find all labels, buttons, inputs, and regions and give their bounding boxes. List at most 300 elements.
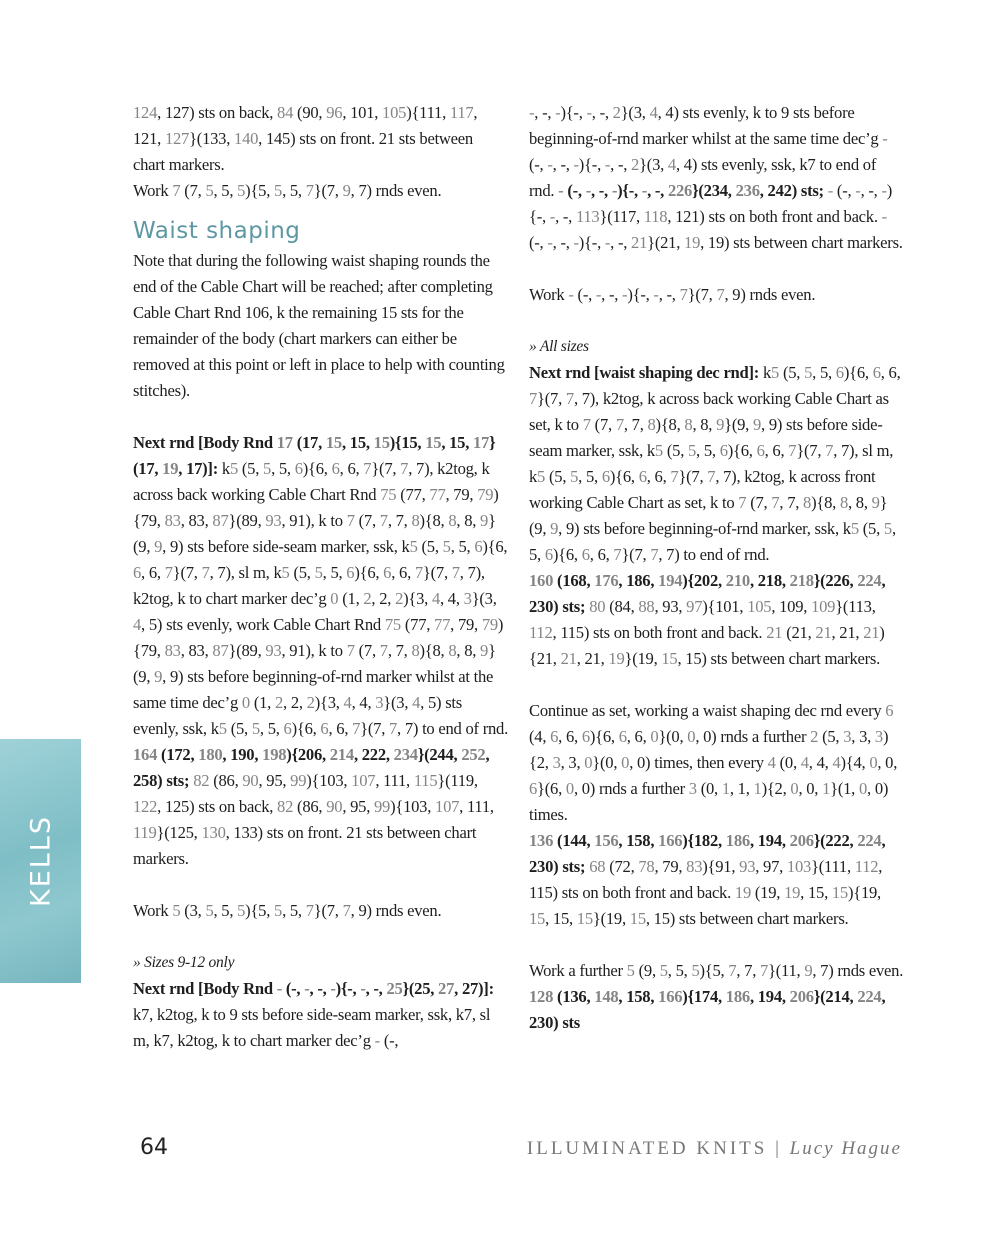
text-run: 3: [552, 753, 561, 772]
text-run: 5: [537, 467, 546, 486]
text-run: ): [609, 467, 616, 486]
text-run: 0: [650, 727, 659, 746]
text-run: 107: [351, 771, 376, 790]
text-run: }(25,: [402, 979, 439, 998]
text-run: ): [682, 571, 688, 590]
text-run: Continue as set, working a waist shaping dec rnd every: [529, 701, 886, 720]
text-run: {6,: [595, 727, 619, 746]
text-run: , -,: [591, 103, 613, 122]
text-run: 7: [728, 961, 737, 980]
text-run: 112: [529, 623, 553, 642]
text-run: ): [291, 719, 297, 738]
text-run: }(7,: [313, 901, 343, 920]
text-run: , 91), k to: [281, 511, 347, 530]
text-run: k: [217, 459, 230, 478]
text-run: 0: [790, 779, 799, 798]
pattern-paragraph: [529, 282, 904, 308]
text-run: 99: [290, 771, 307, 790]
text-run: (1,: [338, 589, 364, 608]
text-run: , 7), sl m, k: [529, 441, 894, 486]
text-run: , 83,: [180, 641, 213, 660]
text-run: 8: [839, 493, 848, 512]
text-run: 112: [854, 857, 879, 876]
right-column: [529, 100, 904, 1036]
text-run: {8,: [424, 641, 449, 660]
text-run: 15: [425, 433, 442, 452]
text-run: 9: [342, 181, 351, 200]
text-run: 7: [414, 563, 423, 582]
text-run: 7: [760, 961, 769, 980]
text-run: , -,: [365, 979, 387, 998]
text-run: , 6,: [764, 441, 789, 460]
text-run: (-,: [281, 979, 305, 998]
text-run: 105: [382, 103, 407, 122]
text-run: 186: [725, 831, 750, 850]
text-run: , 218,: [749, 571, 790, 590]
text-run: }(89,: [228, 641, 266, 660]
text-run: ): [335, 979, 341, 998]
text-run: (84,: [605, 597, 639, 616]
text-run: 4: [133, 615, 142, 634]
text-run: , 9) rnds even.: [350, 901, 442, 920]
text-run: , 27)]:: [454, 979, 494, 998]
text-run: 83: [164, 641, 181, 660]
text-run: -: [622, 285, 628, 304]
text-run: ): [406, 103, 412, 122]
text-run: 0: [858, 779, 868, 798]
text-run: , 21,: [831, 623, 864, 642]
text-run: 93: [265, 511, 282, 530]
text-run: -: [568, 285, 574, 304]
text-run: , 7), sl m, k: [209, 563, 282, 582]
text-run: 5: [626, 961, 635, 980]
text-run: , 79,: [445, 485, 478, 504]
paragraph-gap: [133, 924, 508, 950]
text-run: , 15) sts between chart markers.: [645, 909, 849, 928]
text-run: , 5,: [578, 467, 602, 486]
text-run: 6: [320, 719, 329, 738]
text-run: 4: [431, 589, 440, 608]
text-run: 0: [330, 589, 339, 608]
text-run: , 6,: [391, 563, 415, 582]
text-run: 119: [133, 823, 157, 842]
text-run: {6,: [308, 459, 332, 478]
pattern-paragraph: [133, 430, 508, 742]
text-run: 6: [719, 441, 728, 460]
text-run: 7: [164, 563, 173, 582]
pattern-paragraph: [133, 248, 508, 404]
text-run: }(7,: [678, 467, 708, 486]
text-run: , 15,: [545, 909, 577, 928]
text-run: ): [879, 623, 885, 642]
text-run: ): [403, 589, 409, 608]
text-run: 5: [218, 719, 227, 738]
text-run: 224: [857, 831, 882, 850]
text-run: -: [547, 155, 553, 174]
text-run: , 7) to end of rnd.: [397, 719, 508, 738]
text-run: 1: [822, 779, 831, 798]
text-run: ): [482, 537, 488, 556]
pattern-paragraph: [529, 360, 904, 568]
text-run: {5,: [250, 181, 275, 200]
text-run: 15: [529, 909, 546, 928]
text-run: 2: [363, 589, 372, 608]
text-run: , 4,: [351, 693, 376, 712]
text-run: (-,: [529, 155, 548, 174]
text-run: }(7,: [687, 285, 717, 304]
text-run: 4: [412, 693, 421, 712]
text-run: -: [604, 155, 611, 174]
text-run: , 2,: [371, 589, 396, 608]
text-run: 7: [305, 901, 314, 920]
text-run: 93: [265, 641, 282, 660]
text-run: }(9,: [529, 493, 888, 538]
text-run: Work: [529, 285, 569, 304]
text-run: , 115) sts on both front and back.: [529, 857, 883, 902]
text-run: 5: [570, 467, 579, 486]
pattern-paragraph: [529, 100, 904, 256]
text-run: 6: [283, 719, 292, 738]
text-run: }(3,: [471, 589, 497, 608]
text-run: ): [419, 511, 425, 530]
text-run: , 7) to end of rnd.: [658, 545, 770, 564]
text-run: 6: [550, 727, 559, 746]
text-run: 0: [565, 779, 574, 798]
text-run: 6: [581, 545, 590, 564]
text-run: 166: [658, 831, 683, 850]
text-run: }(19,: [592, 909, 630, 928]
text-run: (144,: [553, 831, 595, 850]
text-run: }(7,: [313, 181, 343, 200]
text-run: }(119,: [437, 771, 478, 790]
paragraph-gap: [133, 404, 508, 430]
text-run: {-,: [584, 155, 605, 174]
text-run: {79,: [133, 511, 165, 530]
text-run: }(7,: [360, 719, 389, 738]
text-run: 0: [621, 753, 630, 772]
text-run: (21,: [782, 623, 816, 642]
text-run: 7: [788, 441, 797, 460]
text-run: 79: [481, 615, 498, 634]
text-run: 214: [329, 745, 354, 764]
text-run: 0: [241, 693, 250, 712]
text-run: 2: [395, 589, 404, 608]
text-run: 93: [739, 857, 756, 876]
text-run: (5,: [779, 363, 805, 382]
text-run: {6,: [849, 363, 873, 382]
text-run: (-,: [563, 181, 586, 200]
text-run: 4: [832, 753, 841, 772]
text-run: 148: [594, 987, 619, 1006]
text-run: , 21,: [576, 649, 609, 668]
text-run: , 15,: [341, 433, 374, 452]
text-run: 7: [201, 563, 210, 582]
text-run: 127: [164, 129, 190, 148]
text-run: , -,: [555, 207, 576, 226]
text-run: 7: [172, 181, 181, 200]
text-run: 96: [326, 103, 343, 122]
text-run: ): [843, 363, 850, 382]
text-run: {15,: [395, 433, 426, 452]
text-run: 5: [229, 459, 238, 478]
text-run: 83: [164, 511, 181, 530]
text-run: , 4) sts evenly, k to 9 sts before beginning-of-rnd marker whilst at the same time dec’g: [529, 103, 883, 148]
text-run: 4: [649, 103, 658, 122]
text-run: , 5,: [322, 563, 347, 582]
text-run: }(21,: [647, 233, 685, 252]
text-run: -: [881, 207, 887, 226]
text-run: (1,: [249, 693, 275, 712]
text-run: , 7), k2tog, k across front working Cable Chart as set, k to: [529, 467, 876, 512]
text-run: (5,: [818, 727, 844, 746]
text-run: , 258) sts;: [133, 745, 490, 790]
pattern-paragraph: [133, 178, 508, 204]
text-run: 7: [738, 493, 747, 512]
text-run: 9: [480, 641, 489, 660]
text-run: , 8,: [456, 511, 481, 530]
text-run: {182,: [687, 831, 726, 850]
text-run: 118: [643, 207, 668, 226]
text-run: ): [560, 103, 566, 122]
text-run: 90: [242, 771, 259, 790]
text-run: , 9) sts before side-seam marker, ssk, k: [162, 537, 410, 556]
text-run: 2: [631, 155, 640, 174]
text-run: 2: [810, 727, 819, 746]
text-run: 1: [753, 779, 762, 798]
text-run: 9: [804, 961, 813, 980]
text-run: , 5,: [282, 901, 306, 920]
text-run: 5: [691, 961, 700, 980]
text-run: 4: [667, 155, 676, 174]
text-run: (-,: [833, 181, 856, 200]
text-run: }(0,: [592, 753, 622, 772]
text-run: }(222,: [813, 831, 858, 850]
text-run: , 0) times.: [529, 779, 889, 824]
text-run: {91,: [707, 857, 740, 876]
pattern-paragraph: [133, 742, 508, 872]
text-run: ): [655, 415, 661, 434]
text-run: }(7,: [621, 545, 651, 564]
text-run: -: [330, 979, 336, 998]
text-run: 19: [608, 649, 625, 668]
text-run: 75: [380, 485, 397, 504]
text-run: 6: [835, 363, 844, 382]
text-run: -: [549, 207, 556, 226]
text-run: , 3,: [560, 753, 585, 772]
pattern-paragraph: [529, 958, 904, 1036]
text-run: , 7,: [387, 511, 412, 530]
text-run: , 0,: [877, 753, 898, 772]
text-run: 5: [251, 719, 260, 738]
text-run: , 79,: [654, 857, 687, 876]
text-run: 9: [154, 537, 163, 556]
text-run: }(7,: [796, 441, 826, 460]
text-run: 109: [811, 597, 836, 616]
text-run: , 242) sts;: [759, 181, 824, 200]
text-run: 107: [435, 797, 460, 816]
text-run: , 15,: [800, 883, 832, 902]
text-run: -: [604, 233, 611, 252]
text-run: 7: [346, 641, 355, 660]
text-run: (86,: [293, 797, 327, 816]
text-run: 226: [667, 181, 693, 200]
text-run: -: [611, 181, 618, 200]
text-run: (5,: [289, 563, 315, 582]
text-run: , 91), k to: [281, 641, 347, 660]
text-run: ): [314, 693, 320, 712]
paragraph-gap: [133, 872, 508, 898]
text-run: 3: [688, 779, 697, 798]
author-name: Lucy Hague: [789, 1138, 902, 1159]
text-run: 252: [461, 745, 486, 764]
text-run: 5: [850, 519, 859, 538]
text-run: (90,: [293, 103, 327, 122]
text-run: , 6,: [141, 563, 165, 582]
text-run: {4,: [845, 753, 870, 772]
text-run: k7, k2tog, k to 9 sts before side-seam marker, ssk, k7, sl m, k7, k2tog, k to chart marker dec’g: [133, 1005, 491, 1050]
text-run: 3: [463, 589, 472, 608]
text-run: 7: [650, 545, 659, 564]
text-run: {6,: [487, 537, 508, 556]
text-run: 113: [575, 207, 600, 226]
text-run: {6,: [359, 563, 384, 582]
text-run: {-,: [340, 979, 361, 998]
text-run: , 186,: [618, 571, 659, 590]
text-run: ): [727, 441, 734, 460]
text-run: (7,: [354, 641, 380, 660]
text-run: , -,: [658, 285, 680, 304]
paragraph-gap: [529, 256, 904, 282]
text-run: (17,: [292, 433, 326, 452]
text-run: (86,: [209, 771, 243, 790]
text-run: ): [840, 753, 846, 772]
text-run: 5: [237, 181, 246, 200]
text-run: ): [699, 961, 705, 980]
text-run: 7: [529, 389, 538, 408]
text-run: ): [245, 181, 251, 200]
text-run: 218: [789, 571, 814, 590]
text-run: }(3,: [383, 693, 413, 712]
text-run: 7: [670, 467, 679, 486]
text-run: (-,: [529, 233, 548, 252]
text-run: 87: [212, 641, 229, 660]
text-run: {5,: [250, 901, 275, 920]
text-run: Next rnd [Body Rnd: [133, 979, 277, 998]
text-run: , 95,: [258, 771, 291, 790]
text-run: , 3,: [851, 727, 875, 746]
text-run: {8,: [816, 493, 840, 512]
text-run: , 5,: [529, 519, 896, 564]
text-run: (5,: [417, 537, 443, 556]
text-run: , 5,: [271, 459, 295, 478]
text-run: 8: [647, 415, 656, 434]
text-run: , 5,: [667, 961, 692, 980]
text-run: 166: [658, 987, 683, 1006]
text-run: , 125) sts on back,: [157, 797, 278, 816]
text-run: 8: [684, 415, 693, 434]
text-run: 5: [442, 537, 451, 556]
text-run: 5: [281, 563, 290, 582]
text-run: ): [497, 615, 504, 634]
text-run: }(117,: [599, 207, 644, 226]
text-run: , 15) sts between chart markers.: [677, 649, 881, 668]
text-run: {19,: [853, 883, 881, 902]
text-run: {103,: [311, 771, 352, 790]
text-run: 7: [305, 181, 314, 200]
text-run: 87: [212, 511, 229, 530]
text-run: }(7,: [537, 389, 566, 408]
text-run: 194: [658, 571, 683, 590]
text-run: ): [390, 797, 396, 816]
text-run: , 6,: [880, 363, 901, 382]
text-run: 83: [686, 857, 703, 876]
text-run: }(11,: [768, 961, 805, 980]
text-run: 5: [205, 901, 214, 920]
paragraph-gap: [529, 672, 904, 698]
text-run: , 5,: [259, 719, 284, 738]
text-run: , 133) sts on front. 21 sts between chart markers.: [133, 823, 477, 868]
text-run: (7,: [180, 181, 206, 200]
text-run: 140: [234, 129, 259, 148]
text-run: , 111,: [375, 771, 414, 790]
text-run: , -,: [552, 155, 574, 174]
text-run: , 17)]:: [178, 459, 218, 478]
text-run: 7: [346, 511, 355, 530]
text-run: 3: [843, 727, 852, 746]
text-run: , 222,: [353, 745, 394, 764]
text-run: 105: [747, 597, 772, 616]
chapter-side-tab: [0, 739, 81, 983]
pattern-paragraph: [133, 100, 508, 178]
text-run: ): [245, 901, 251, 920]
text-run: 6: [885, 701, 894, 720]
text-run: 6: [581, 727, 590, 746]
text-run: , 5,: [812, 363, 836, 382]
text-run: , -,: [610, 233, 632, 252]
text-run: 7: [389, 719, 398, 738]
text-run: 117: [449, 103, 474, 122]
text-run: 78: [638, 857, 655, 876]
text-run: ): [589, 727, 596, 746]
text-run: , 19) sts between chart markers.: [700, 233, 903, 252]
text-run: }(9,: [133, 641, 496, 686]
text-run: , 6,: [626, 727, 651, 746]
text-run: , 95,: [342, 797, 374, 816]
text-run: 8: [411, 511, 420, 530]
text-run: , 6,: [328, 719, 353, 738]
text-run: , 8,: [847, 493, 872, 512]
text-run: 7: [615, 415, 624, 434]
text-run: {2,: [529, 753, 553, 772]
text-run: (77,: [396, 485, 430, 504]
text-run: , 5) sts evenly, ssk, k: [133, 693, 462, 738]
text-run: (77,: [400, 615, 435, 634]
text-run: 6: [618, 727, 627, 746]
text-run: {-,: [529, 207, 550, 226]
text-run: , 145) sts on front. 21 sts between chart markers.: [133, 129, 473, 174]
text-run: , 111,: [459, 797, 494, 816]
text-run: ): [354, 563, 360, 582]
text-run: 5: [771, 363, 780, 382]
text-run: 25: [386, 979, 403, 998]
text-run: {6,: [615, 467, 639, 486]
text-run: (5,: [662, 441, 688, 460]
text-run: ): [578, 155, 585, 174]
text-run: -: [558, 181, 564, 200]
text-run: {-,: [565, 103, 587, 122]
text-run: {6,: [733, 441, 757, 460]
text-run: , 230) sts;: [529, 571, 886, 616]
